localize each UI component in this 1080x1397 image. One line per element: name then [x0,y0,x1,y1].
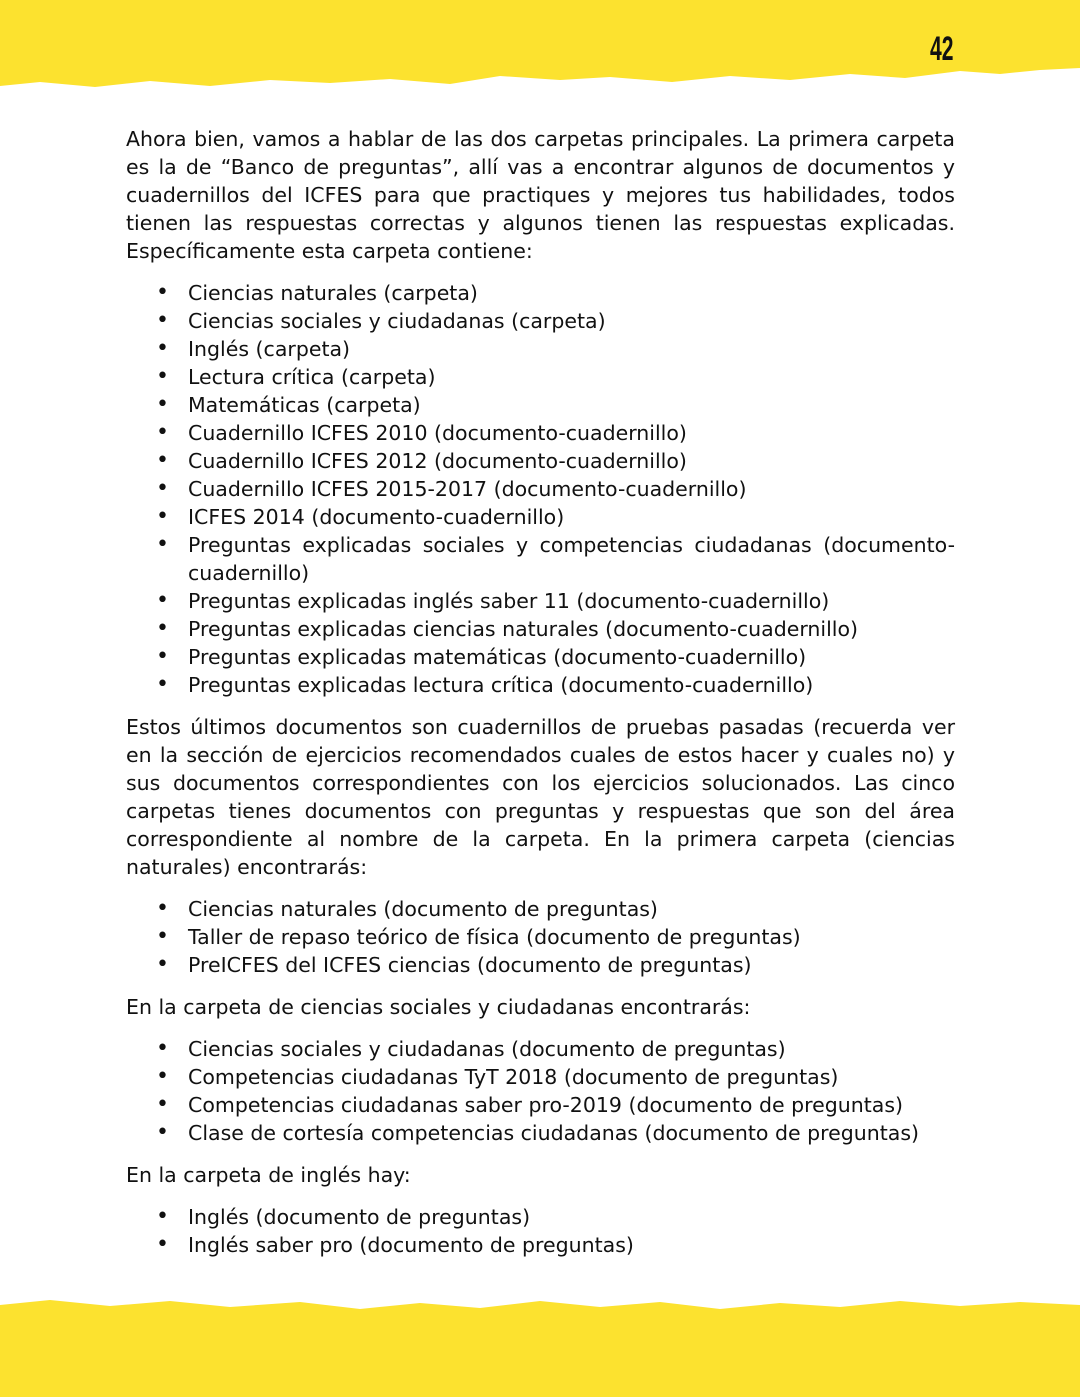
naturales-list [126,895,955,979]
list-item: • Clase de cortesía competencias ciudadanas (documento de preguntas) [188,1119,955,1147]
list-item: • Competencias ciudadanas saber pro-2019 (documento de preguntas) [188,1091,955,1119]
banco-list [126,279,955,699]
ingles-intro: En la carpeta de inglés hay: [126,1163,411,1187]
list-item: • Cuadernillo ICFES 2010 (documento-cuadernillo) [188,419,955,447]
list-item: • Matemáticas (carpeta) [188,391,955,419]
page-number: 42 [930,30,954,68]
list-item: • Cuadernillo ICFES 2015-2017 (documento-cuadernillo) [188,475,955,503]
after-list-paragraph: Estos últimos documentos son cuadernillos de pruebas pasadas (recuerda ver en la sección de ejercicios recomendados cuales de estos hacer y cuales no) y sus documentos correspondientes con los ejercicios solucionados. Las cinco carpetas tienes documentos con preguntas y respuestas que son del área correspondiente al nombre de la carpeta. En la primera carpeta (ciencias naturales) encontrarás: [126,715,955,879]
sociales-intro: En la carpeta de ciencias sociales y ciudadanas encontrarás: [126,995,751,1019]
top-yellow-band [0,0,1080,100]
list-item: • Lectura crítica (carpeta) [188,363,955,391]
list-item: • Preguntas explicadas inglés saber 11 (documento-cuadernillo) [188,587,955,615]
list-item: • Preguntas explicadas sociales y competencias ciudadanas (documento-cuadernillo) [188,531,955,587]
list-item: • Inglés (documento de preguntas) [188,1203,955,1231]
sociales-list [126,1035,955,1147]
list-item: • Ciencias naturales (documento de preguntas) [188,895,955,923]
list-item: • PreICFES del ICFES ciencias (documento de preguntas) [188,951,955,979]
list-item: • Inglés (carpeta) [188,335,955,363]
list-item: • Inglés saber pro (documento de preguntas) [188,1231,955,1259]
list-item: • Competencias ciudadanas TyT 2018 (documento de preguntas) [188,1063,955,1091]
list-item: • ICFES 2014 (documento-cuadernillo) [188,503,955,531]
bottom-yellow-band [0,1297,1080,1397]
list-item: • Preguntas explicadas matemáticas (documento-cuadernillo) [188,643,955,671]
list-item: • Taller de repaso teórico de física (documento de preguntas) [188,923,955,951]
list-item: • Ciencias naturales (carpeta) [188,279,955,307]
page-content [126,125,955,1273]
list-item: • Preguntas explicadas lectura crítica (documento-cuadernillo) [188,671,955,699]
list-item: • Ciencias sociales y ciudadanas (carpeta) [188,307,955,335]
intro-paragraph: Ahora bien, vamos a hablar de las dos carpetas principales. La primera carpeta es la de “Banco de preguntas”, allí vas a encontrar algunos de documentos y cuadernillos del ICFES para que practiques y mejores tus habilidades, todos tienen las respuestas correctas y algunos tienen las respuestas explicadas. Específicamente esta carpeta contiene: [126,127,955,263]
list-item: • Preguntas explicadas ciencias naturales (documento-cuadernillo) [188,615,955,643]
list-item: • Ciencias sociales y ciudadanas (documento de preguntas) [188,1035,955,1063]
list-item: • Cuadernillo ICFES 2012 (documento-cuadernillo) [188,447,955,475]
ingles-list [126,1203,955,1259]
